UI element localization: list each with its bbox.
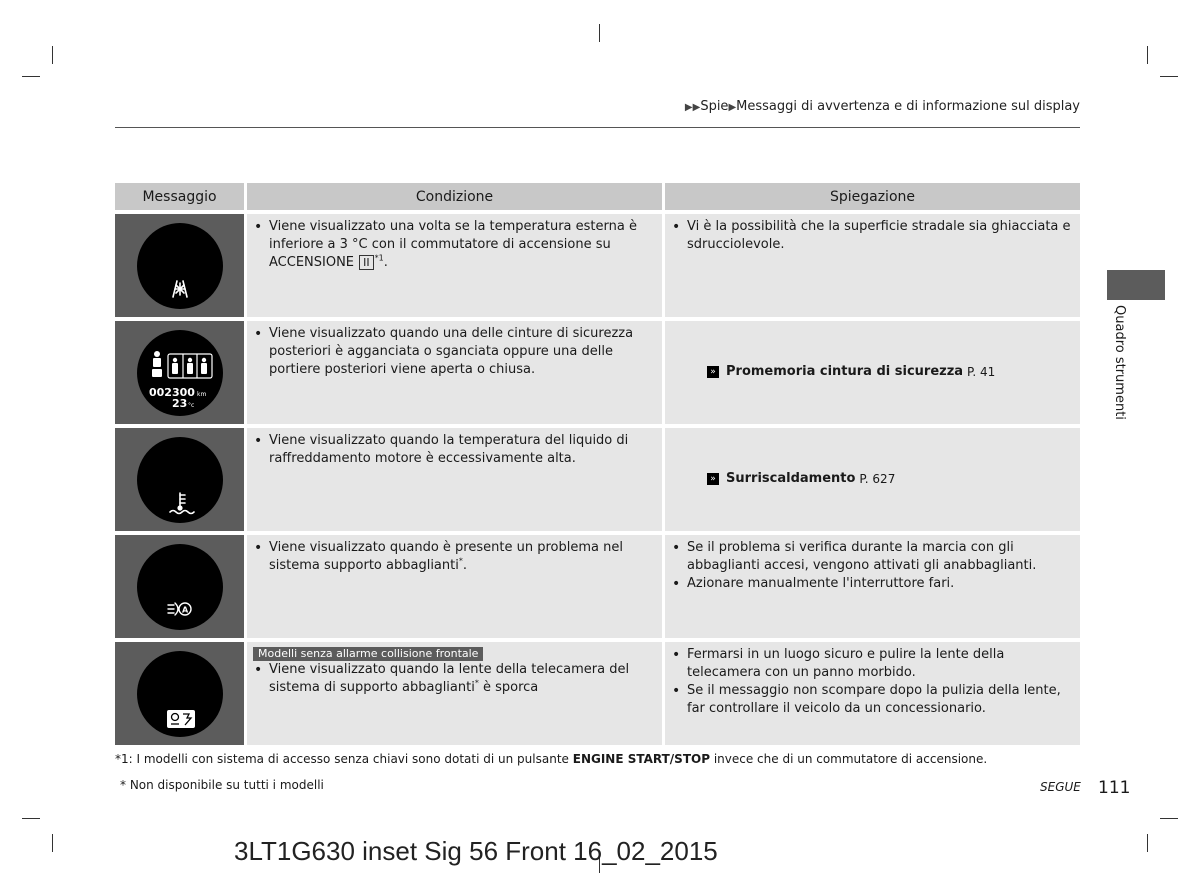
triangle-icon: ▶ <box>728 102 737 113</box>
table-header <box>115 183 1080 210</box>
continued-label: SEGUE <box>1040 780 1081 794</box>
reference-arrow-icon: » <box>707 366 719 378</box>
crop-mark <box>22 818 40 819</box>
reference-title: Promemoria cintura di sicurezza <box>726 364 964 379</box>
chapter-tab <box>1107 270 1165 300</box>
explanation-item: • Se il problema si verifica durante la marcia con gli abbaglianti accesi, vengono attivati gli anabbaglianti. <box>671 539 1074 575</box>
warning-messages-table <box>115 183 1080 745</box>
table-row <box>115 321 1080 424</box>
model-badge: Modelli senza allarme collisione frontale <box>253 647 483 661</box>
explanation-cell <box>665 321 1080 424</box>
temperature-reading: 23 <box>171 396 187 410</box>
crop-mark <box>1147 46 1148 64</box>
ice-warning-icon <box>137 223 223 309</box>
table-row <box>115 428 1080 531</box>
explanation-cell <box>665 642 1080 745</box>
condition-cell <box>247 642 662 745</box>
coolant-display <box>137 437 223 523</box>
footnote-mark: * <box>458 556 463 566</box>
footnote-ignition: *1: I modelli con sistema di accesso senza chiavi sono dotati di un pulsante ENGINE START/STOP invece che di un commutatore di accensione. <box>115 752 988 766</box>
page-reference-link[interactable] <box>665 321 1080 379</box>
odometer-unit: km <box>196 390 206 398</box>
footnote-mark: *1 <box>374 253 384 263</box>
camera-dirty-icon <box>137 651 223 737</box>
condition-cell <box>247 428 662 531</box>
condition-cell <box>247 214 662 317</box>
explanation-cell <box>665 535 1080 638</box>
explanation-item: • Vi è la possibilità che la superficie stradale sia ghiacciata e sdrucciolevole. <box>671 218 1074 254</box>
table-row <box>115 535 1080 638</box>
message-cell <box>115 535 244 638</box>
column-header-explanation: Spiegazione <box>665 183 1080 210</box>
breadcrumb-item: Messaggi di avvertenza e di informazione sul display <box>736 99 1080 114</box>
crop-mark <box>1160 818 1178 819</box>
crop-mark <box>52 46 53 64</box>
explanation-cell <box>665 428 1080 531</box>
odometer-reading: 002300 <box>148 385 195 399</box>
column-header-condition: Condizione <box>247 183 662 210</box>
message-cell <box>115 214 244 317</box>
explanation-item: • Azionare manualmente l'interruttore fari. <box>671 575 1074 593</box>
reference-arrow-icon: » <box>707 473 719 485</box>
camera-display <box>137 651 223 737</box>
temperature-unit: °c <box>187 401 194 409</box>
reference-page: P. 41 <box>967 364 996 379</box>
explanation-cell <box>665 214 1080 317</box>
header-rule <box>115 127 1080 128</box>
engine-start-stop-label: ENGINE START/STOP <box>572 752 710 766</box>
condition-item: • Viene visualizzato quando una delle cinture di sicurezza posteriori è agganciata o sganciata oppure una delle portiere posteriori viene aperta o chiusa. <box>253 325 656 379</box>
footnote-mark: * <box>474 678 479 688</box>
condition-cell <box>247 535 662 638</box>
page-reference-link[interactable] <box>665 428 1080 486</box>
crop-mark <box>599 24 600 42</box>
crop-mark <box>22 76 40 77</box>
explanation-item: • Se il messaggio non scompare dopo la pulizia della lente, far controllare il veicolo da un concessionario. <box>671 682 1074 718</box>
message-cell <box>115 428 244 531</box>
high-beam-display <box>137 544 223 630</box>
auto-high-beam-icon <box>137 544 223 630</box>
condition-item: • Viene visualizzato quando la temperatura del liquido di raffreddamento motore è eccessivamente alta. <box>253 432 656 468</box>
breadcrumb-item: Spie <box>700 99 729 114</box>
reference-title: Surriscaldamento <box>726 471 856 486</box>
explanation-item: • Fermarsi in un luogo sicuro e pulire la lente della telecamera con un panno morbido. <box>671 646 1074 682</box>
condition-item: • Viene visualizzato quando è presente un problema nel sistema supporto abbaglianti*. <box>253 539 656 575</box>
column-header-message: Messaggio <box>115 183 244 210</box>
chapter-label: Quadro strumenti <box>1112 305 1127 420</box>
footnote-availability: * Non disponibile su tutti i modelli <box>120 778 324 792</box>
table-row <box>115 642 1080 745</box>
condition-item: • Viene visualizzato una volta se la temperatura esterna è inferiore a 3 °C con il commutatore di accensione su ACCENSIONE II $^{*1}$. <box>253 218 656 272</box>
crop-mark <box>1147 834 1148 852</box>
coolant-temperature-icon <box>137 437 223 523</box>
print-job-line: 3LT1G630 inset Sig 56 Front 16_02_2015 <box>234 836 718 866</box>
breadcrumb <box>685 99 1080 114</box>
table-row <box>115 214 1080 317</box>
crop-mark <box>52 834 53 852</box>
ice-warning-display <box>137 223 223 309</box>
condition-cell <box>247 321 662 424</box>
message-cell <box>115 642 244 745</box>
crop-mark <box>1160 76 1178 77</box>
condition-item: • Viene visualizzato quando la lente della telecamera del sistema di supporto abbaglianti* è sporca <box>253 661 656 697</box>
rear-seatbelt-icon <box>137 330 223 416</box>
seatbelt-display <box>137 330 223 416</box>
page-number: 111 <box>1098 778 1131 798</box>
ignition-key-symbol: II <box>359 255 374 270</box>
message-cell <box>115 321 244 424</box>
triangle-icon: ▶▶ <box>684 102 701 113</box>
svg-text:A: A <box>181 605 188 614</box>
reference-page: P. 627 <box>859 471 896 486</box>
